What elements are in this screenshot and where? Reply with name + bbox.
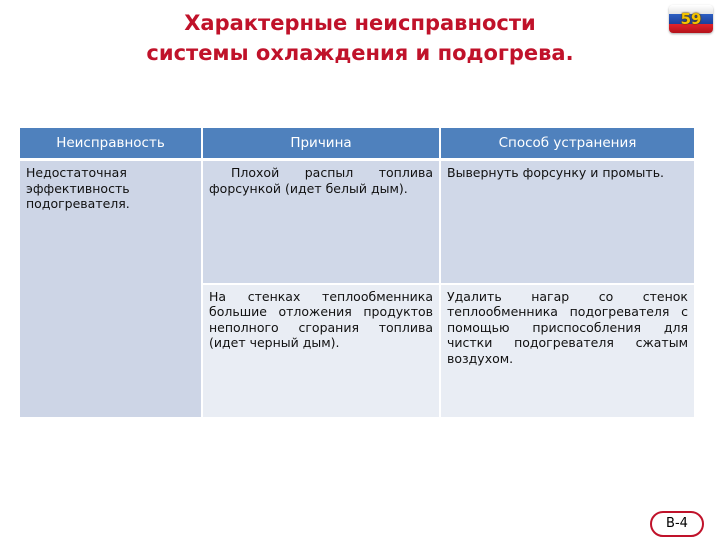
slide-title-line-1: Характерные неисправности [184,11,536,35]
malfunction-table [20,128,694,417]
header-cause: Причина [202,128,440,160]
fault-cell: Недостаточная эффективность подогревателя. [20,160,202,417]
remedy-cell: Вывернуть форсунку и промыть. [440,160,694,284]
russian-flag-page-number [669,5,713,33]
page-number: 59 [680,10,702,28]
table-row [20,160,694,284]
cause-cell: Плохой распыл топлива форсункой (идет белый дым). [202,160,440,284]
header-remedy: Способ устранения [440,128,694,160]
cause-cell: На стенках теплообменника большие отложения продуктов неполного сгорания топлива (идет черный дым). [202,284,440,417]
remedy-cell: Удалить нагар со стенок теплообменника подогревателя с помощью приспособления для чистки подогревателя сжатым воздухом. [440,284,694,417]
slide-title-line-2: системы охлаждения и подогрева. [146,41,574,65]
slide-code-badge: В-4 [650,511,704,537]
slide-title [0,8,720,68]
header-fault: Неисправность [20,128,202,160]
table-header-row [20,128,694,160]
